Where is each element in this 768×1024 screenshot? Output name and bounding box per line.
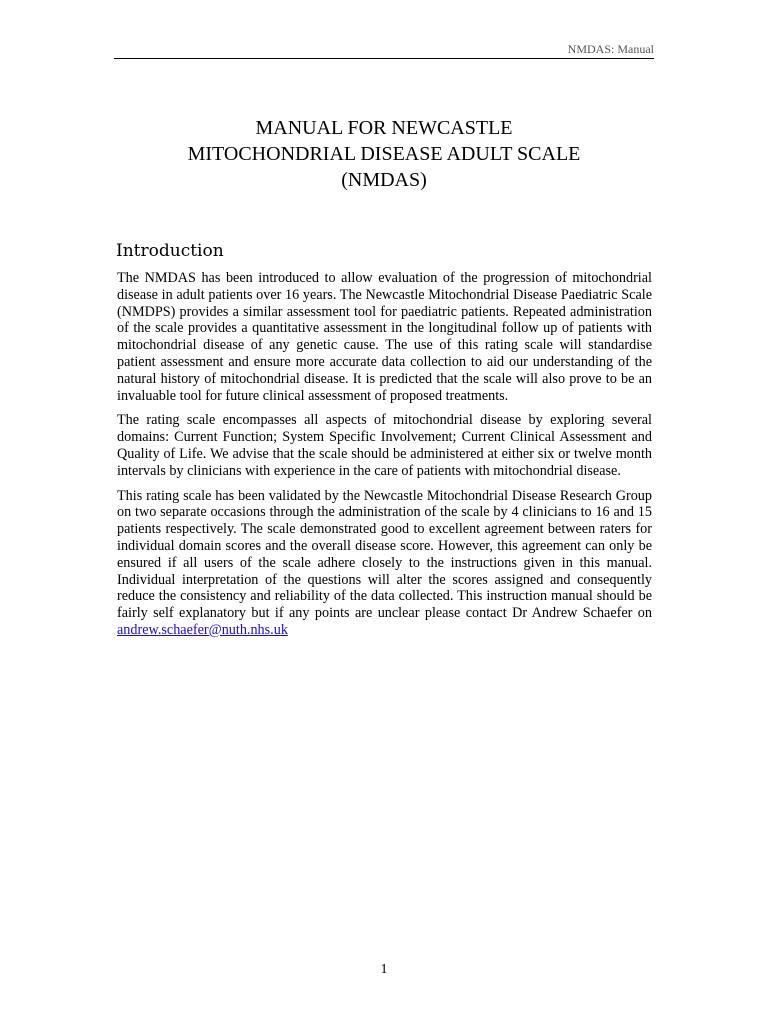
title-line-2: MITOCHONDRIAL DISEASE ADULT SCALE: [187, 143, 581, 165]
page-number: 1: [380, 962, 388, 977]
introduction-paragraph-3: [117, 488, 652, 639]
page-title: [114, 115, 654, 193]
title-line-3: (NMDAS): [341, 169, 427, 191]
introduction-heading: Introduction: [116, 241, 224, 261]
header-rule: [114, 58, 654, 59]
introduction-body: [117, 270, 652, 647]
introduction-paragraph-1: The NMDAS has been introduced to allow evaluation of the progression of mitochondrial disease in adult patients over 16 years. The Newcastle Mitochondrial Disease Paediatric Scale (NMDPS) provides a similar assessment tool for paediatric patients. Repeated administration of the scale provides a quantitative assessment in the longitudinal follow up of patients with mitochondrial disease of any genetic cause. The use of this rating scale will standardise patient assessment and ensure more accurate data collection to aid our understanding of the natural history of mitochondrial disease. It is predicted that the scale will also prove to be an invaluable tool for future clinical assessment of proposed treatments.: [117, 270, 652, 404]
contact-email-link[interactable]: andrew.schaefer@nuth.nhs.uk: [117, 621, 288, 638]
title-line-1: MANUAL FOR NEWCASTLE: [255, 117, 513, 139]
introduction-paragraph-3-text: This rating scale has been validated by the Newcastle Mitochondrial Disease Research Group on two separate occasions through the administration of the scale by 4 clinicians to 16 and 15 patients respectively. The scale demonstrated good to excellent agreement between raters for individual domain scores and the overall disease score. However, this agreement can only be ensured if all users of the scale adhere closely to the instructions given in this manual. Individual interpretation of the questions will alter the scores assigned and consequently reduce the consistency and reliability of the data collected. This instruction manual should be fairly self explanatory but if any points are unclear please contact Dr Andrew Schaefer on: [117, 487, 652, 622]
introduction-paragraph-2: The rating scale encompasses all aspects of mitochondrial disease by exploring several domains: Current Function; System Specific Involvement; Current Clinical Assessment and Quality of Life. We advise that the scale should be administered at either six or twelve month intervals by clinicians with experience in the care of patients with mitochondrial disease.: [117, 412, 652, 479]
running-header: NMDAS: Manual: [567, 42, 654, 56]
